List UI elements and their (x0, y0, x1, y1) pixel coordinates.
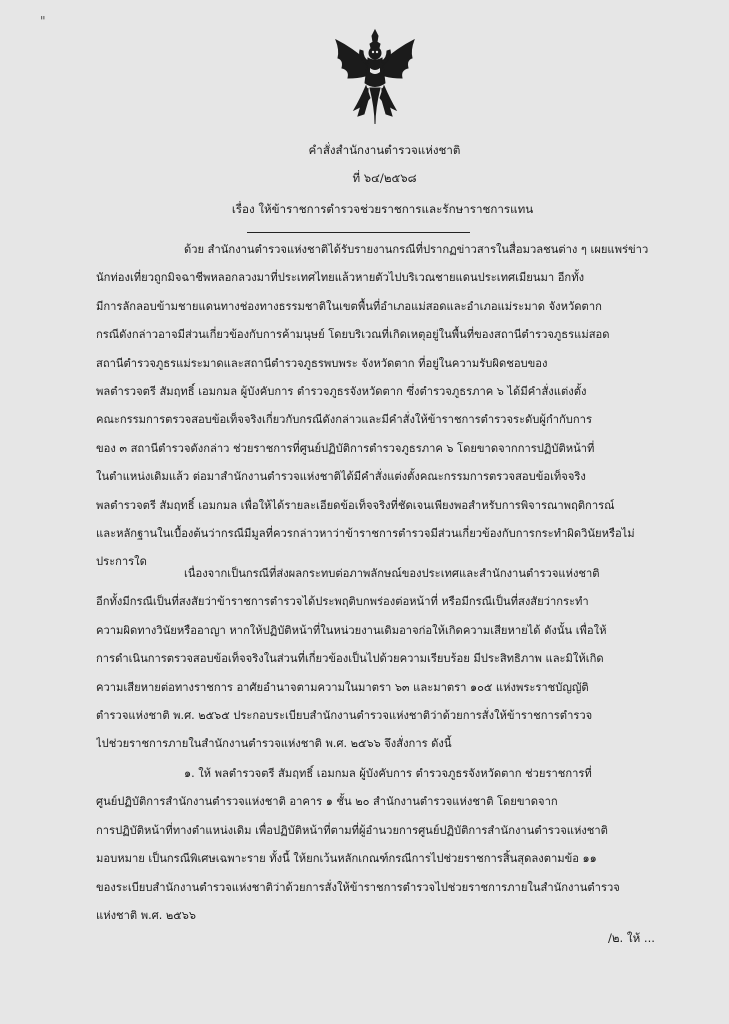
text-line: ๑. ให้ พลตำรวจตรี สัมฤทธิ์ เอมกมล ผู้บังคับการ ตำรวจภูธรจังหวัดตาก ช่วยราชการที่ (184, 767, 592, 780)
text-line: ประการใด (96, 555, 147, 569)
garuda-emblem-icon (330, 28, 420, 128)
text-line: เนื่องจากเป็นกรณีที่ส่งผลกระทบต่อภาพลักษณ์ของประเทศและสำนักงานตำรวจแห่งชาติ (184, 567, 600, 580)
text-line: ตำรวจแห่งชาติ พ.ศ. ๒๕๖๕ ประกอบระเบียบสำนักงานตำรวจแห่งชาติว่าด้วยการสั่งให้ข้าราชการตำรวจ (96, 708, 593, 722)
text-line: ศูนย์ปฏิบัติการสำนักงานตำรวจแห่งชาติ อาคาร ๑ ชั้น ๒๐ สำนักงานตำรวจแห่งชาติ โดยขาดจาก (96, 795, 558, 809)
text-line: ความเสียหายต่อทางราชการ อาศัยอำนาจตามความในมาตรา ๖๓ และมาตรา ๑๐๕ แห่งพระราชบัญญัติ (96, 680, 589, 694)
text-line: และหลักฐานในเบื้องต้นว่ากรณีมีมูลที่ควรกล่าวหาว่าข้าราชการตำรวจมีส่วนเกี่ยวข้องกับการกระทำผิดวินัยหรือไม่ (96, 526, 635, 540)
paragraph-1 (96, 236, 676, 577)
continuation-marker: /๒. ให้ ... (608, 931, 655, 945)
order-number: ที่ ๖๔/๒๕๖๘ (352, 171, 417, 185)
paragraph-3 (96, 760, 676, 930)
text-line: การปฏิบัติหน้าที่ทางตำแหน่งเดิม เพื่อปฏิบัติหน้าที่ตามที่ผู้อำนวยการศูนย์ปฏิบัติการสำนักงานตำรวจแห่งชาติ (96, 823, 608, 837)
text-line: พลตำรวจตรี สัมฤทธิ์ เอมกมล ผู้บังคับการ ตำรวจภูธรจังหวัดตาก ซึ่งตำรวจภูธรภาค ๖ ได้มีคำสั่งแต่งตั้ง (96, 384, 587, 398)
text-line: ด้วย สำนักงานตำรวจแห่งชาติได้รับรายงานกรณีที่ปรากฏข่าวสารในสื่อมวลชนต่าง ๆ เผยแพร่ข่าว (184, 243, 649, 256)
text-line: คณะกรรมการตรวจสอบข้อเท็จจริงเกี่ยวกับกรณีดังกล่าวและมีคำสั่งให้ข้าราชการตำรวจระดับผู้กำกับการ (96, 413, 592, 427)
text-line: ของระเบียบสำนักงานตำรวจแห่งชาติว่าด้วยการสั่งให้ข้าราชการตำรวจไปช่วยราชการภายในสำนักงานตำรวจ (96, 880, 620, 894)
text-line: กรณีดังกล่าวอาจมีส่วนเกี่ยวข้องกับการค้ามนุษย์ โดยบริเวณที่เกิดเหตุอยู่ในพื้นที่ของสถานีตำรวจภูธรแม่สอด (96, 328, 610, 342)
order-subject: เรื่อง ให้ข้าราชการตำรวจช่วยราชการและรักษาราชการแทน (231, 202, 534, 216)
text-line: ความผิดทางวินัยหรืออาญา หากให้ปฏิบัติหน้าที่ในหน่วยงานเดิมอาจก่อให้เกิดความเสียหายได้ ดังนั้น เพื่อให้ (96, 623, 607, 637)
text-line: แห่งชาติ พ.ศ. ๒๕๖๖ (96, 908, 196, 922)
text-line: มีการลักลอบข้ามชายแดนทางช่องทางธรรมชาติในเขตพื้นที่อำเภอแม่สอดและอำเภอแม่ระมาด จังหวัดตาก (96, 299, 602, 313)
corner-mark: " (40, 14, 46, 28)
text-line: มอบหมาย เป็นกรณีพิเศษเฉพาะราย ทั้งนี้ ให้ยกเว้นหลักเกณฑ์กรณีการไปช่วยราชการสิ้นสุดลงตามข้อ ๑๑ (96, 852, 597, 866)
header-divider (247, 232, 470, 233)
text-line: พลตำรวจตรี สัมฤทธิ์ เอมกมล เพื่อให้ได้รายละเอียดข้อเท็จจริงที่ชัดเจนเพียงพอสำหรับการพิจารณาพฤติการณ์ (96, 498, 615, 512)
text-line: ไปช่วยราชการภายในสำนักงานตำรวจแห่งชาติ พ.ศ. ๒๕๖๖ จึงสั่งการ ดังนี้ (96, 737, 452, 751)
text-line: ของ ๓ สถานีตำรวจดังกล่าว ช่วยราชการที่ศูนย์ปฏิบัติการตำรวจภูธรภาค ๖ โดยขาดจากการปฏิบัติหน้าที่ (96, 441, 595, 455)
text-line: นักท่องเที่ยวถูกมิจฉาชีพหลอกลวงมาที่ประเทศไทยแล้วหายตัวไปบริเวณชายแดนประเทศเมียนมา อีกทั้ง (96, 271, 585, 285)
text-line: อีกทั้งมีกรณีเป็นที่สงสัยว่าข้าราชการตำรวจได้ประพฤติบกพร่องต่อหน้าที่ หรือมีกรณีเป็นที่สงสัยว่ากระทำ (96, 595, 589, 609)
text-line: สถานีตำรวจภูธรแม่ระมาดและสถานีตำรวจภูธรพบพระ จังหวัดตาก ที่อยู่ในความรับผิดชอบของ (96, 356, 548, 370)
text-line: การดำเนินการตรวจสอบข้อเท็จจริงในส่วนที่เกี่ยวข้องเป็นไปด้วยความเรียบร้อย มีประสิทธิภาพ และมิให้เกิด (96, 652, 604, 666)
text-line: ในตำแหน่งเดิมแล้ว ต่อมาสำนักงานตำรวจแห่งชาติได้มีคำสั่งแต่งตั้งคณะกรรมการตรวจสอบข้อเท็จจริง (96, 470, 586, 484)
paragraph-2 (96, 560, 676, 759)
order-title: คำสั่งสำนักงานตำรวจแห่งชาติ (308, 143, 461, 157)
